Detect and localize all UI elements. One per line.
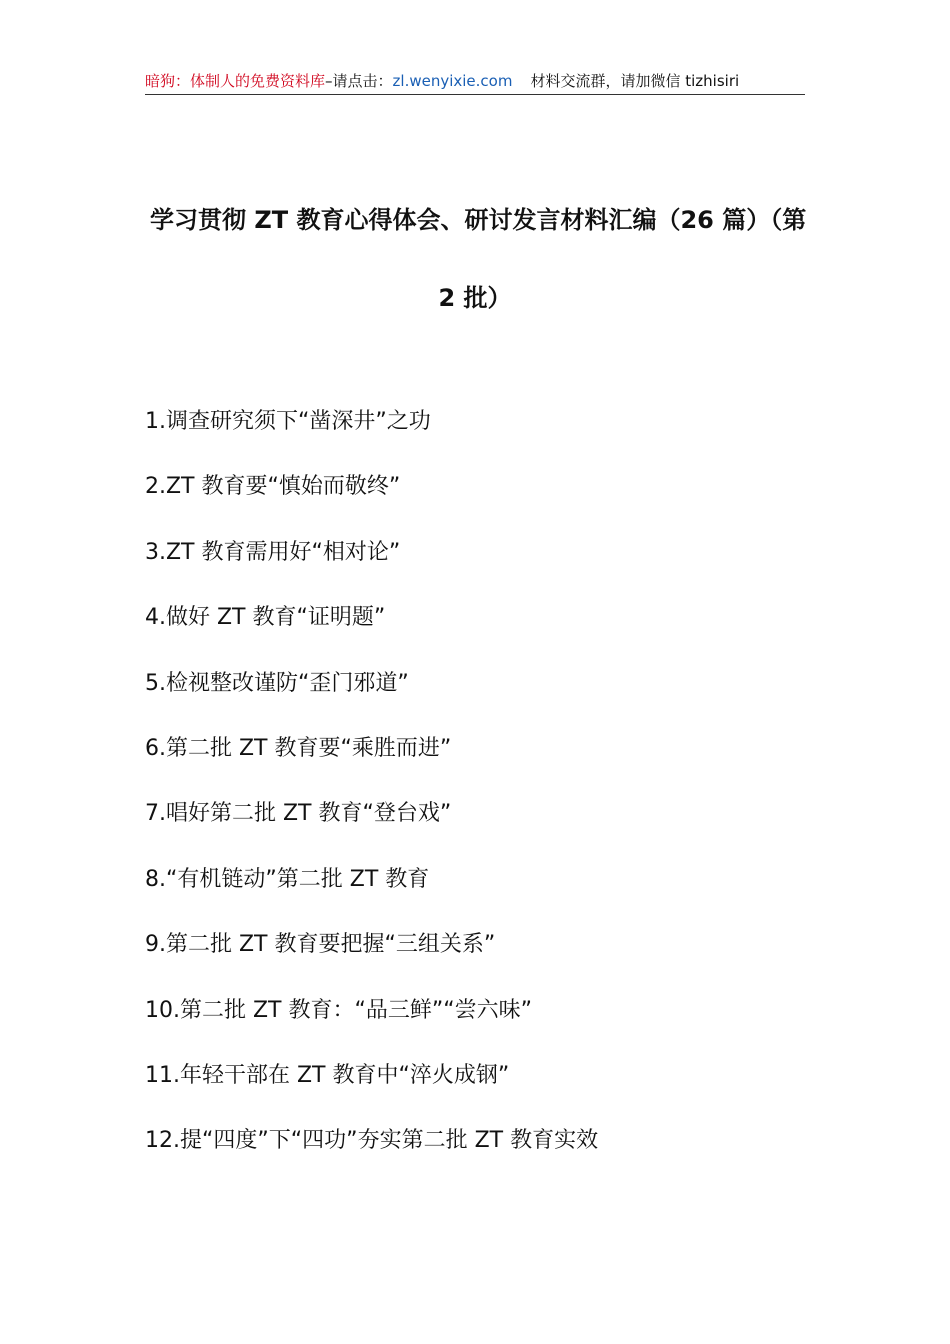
header-site-name: 暗狗：体制人的免费资料库 (145, 72, 326, 90)
document-title-line1: 学习贯彻 ZT 教育心得体会、研讨发言材料汇编（26 篇）（第 (150, 206, 807, 234)
toc-item: 8.“有机链动”第二批 ZT 教育 (145, 866, 430, 892)
toc-item: 6.第二批 ZT 教育要“乘胜而进” (145, 735, 452, 761)
toc-item: 1.调查研究须下“凿深井”之功 (145, 409, 431, 434)
toc-item: 5.检视整改谨防“歪门邪道” (145, 670, 409, 696)
toc-item: 12.提“四度”下“四功”夯实第二批 ZT 教育实效 (145, 1128, 599, 1154)
toc-item: 3.ZT 教育需用好“相对论” (145, 539, 401, 565)
toc-item: 4.做好 ZT 教育“证明题” (145, 605, 386, 631)
toc-item: 7.唱好第二批 ZT 教育“登台戏” (145, 801, 452, 827)
toc-item: 10.第二批 ZT 教育：“品三鲜”“尝六味” (145, 997, 533, 1023)
table-of-contents (145, 403, 598, 1188)
toc-item: 9.第二批 ZT 教育要把握“三组关系” (145, 932, 496, 958)
document-title-line2: 2 批） (438, 284, 512, 312)
toc-item: 2.ZT 教育要“慎始而敬终” (145, 474, 401, 500)
toc-item: 11.年轻干部在 ZT 教育中“淬火成钢” (145, 1062, 510, 1088)
header-click-prompt: –请点击： (325, 72, 393, 90)
page-header (145, 68, 805, 95)
header-group-note: 材料交流群，请加微信 tizhisiri (530, 72, 740, 90)
header-url-link[interactable]: zl.wenyixie.com (392, 72, 513, 90)
